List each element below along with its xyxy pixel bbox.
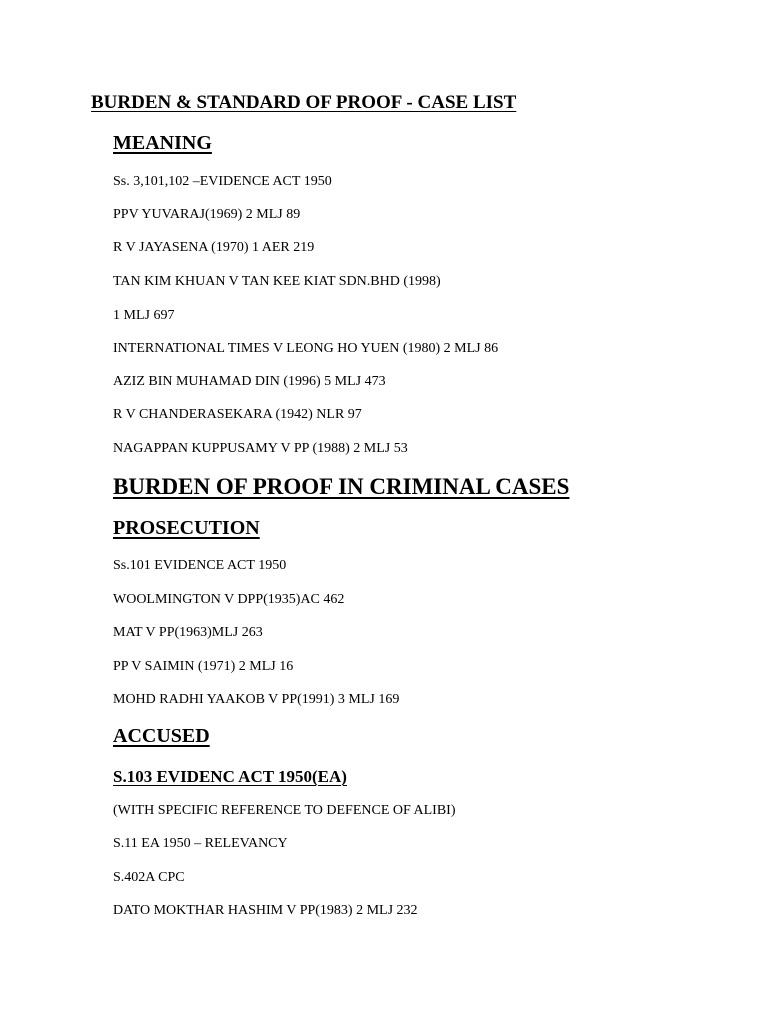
case-list-item: (WITH SPECIFIC REFERENCE TO DEFENCE OF ALIBI) <box>113 803 456 818</box>
case-list-item: MAT V PP(1963)MLJ 263 <box>113 625 263 640</box>
case-list-item: TAN KIM KHUAN V TAN KEE KIAT SDN.BHD (1998) <box>113 274 441 289</box>
case-list-item: DATO MOKTHAR HASHIM V PP(1983) 2 MLJ 232 <box>113 903 418 918</box>
subsection-heading-prosecution: PROSECUTION <box>113 517 260 539</box>
case-list-item: NAGAPPAN KUPPUSAMY V PP (1988) 2 MLJ 53 <box>113 441 408 456</box>
subsection-heading-s103: S.103 EVIDENC ACT 1950(EA) <box>113 767 347 786</box>
case-list-item: Ss. 3,101,102 –EVIDENCE ACT 1950 <box>113 174 332 189</box>
document-title: BURDEN & STANDARD OF PROOF - CASE LIST <box>91 92 517 113</box>
case-list-item: WOOLMINGTON V DPP(1935)AC 462 <box>113 592 345 607</box>
case-list-item: R V JAYASENA (1970) 1 AER 219 <box>113 240 315 255</box>
case-list-item: MOHD RADHI YAAKOB V PP(1991) 3 MLJ 169 <box>113 692 400 707</box>
case-list-item: INTERNATIONAL TIMES V LEONG HO YUEN (1980) 2 MLJ 86 <box>113 341 499 356</box>
case-list-item: S.402A CPC <box>113 870 185 885</box>
section-heading-criminal-cases: BURDEN OF PROOF IN CRIMINAL CASES <box>113 474 570 499</box>
case-list-item: PP V SAIMIN (1971) 2 MLJ 16 <box>113 659 294 674</box>
subsection-heading-accused: ACCUSED <box>113 725 210 747</box>
case-list-item: 1 MLJ 697 <box>113 308 175 323</box>
case-list-item: S.11 EA 1950 – RELEVANCY <box>113 836 288 851</box>
section-heading-meaning: MEANING <box>113 132 212 154</box>
case-list-item: Ss.101 EVIDENCE ACT 1950 <box>113 558 287 573</box>
case-list-item: R V CHANDERASEKARA (1942) NLR 97 <box>113 407 362 422</box>
case-list-item: AZIZ BIN MUHAMAD DIN (1996) 5 MLJ 473 <box>113 374 386 389</box>
case-list-item: PPV YUVARAJ(1969) 2 MLJ 89 <box>113 207 301 222</box>
